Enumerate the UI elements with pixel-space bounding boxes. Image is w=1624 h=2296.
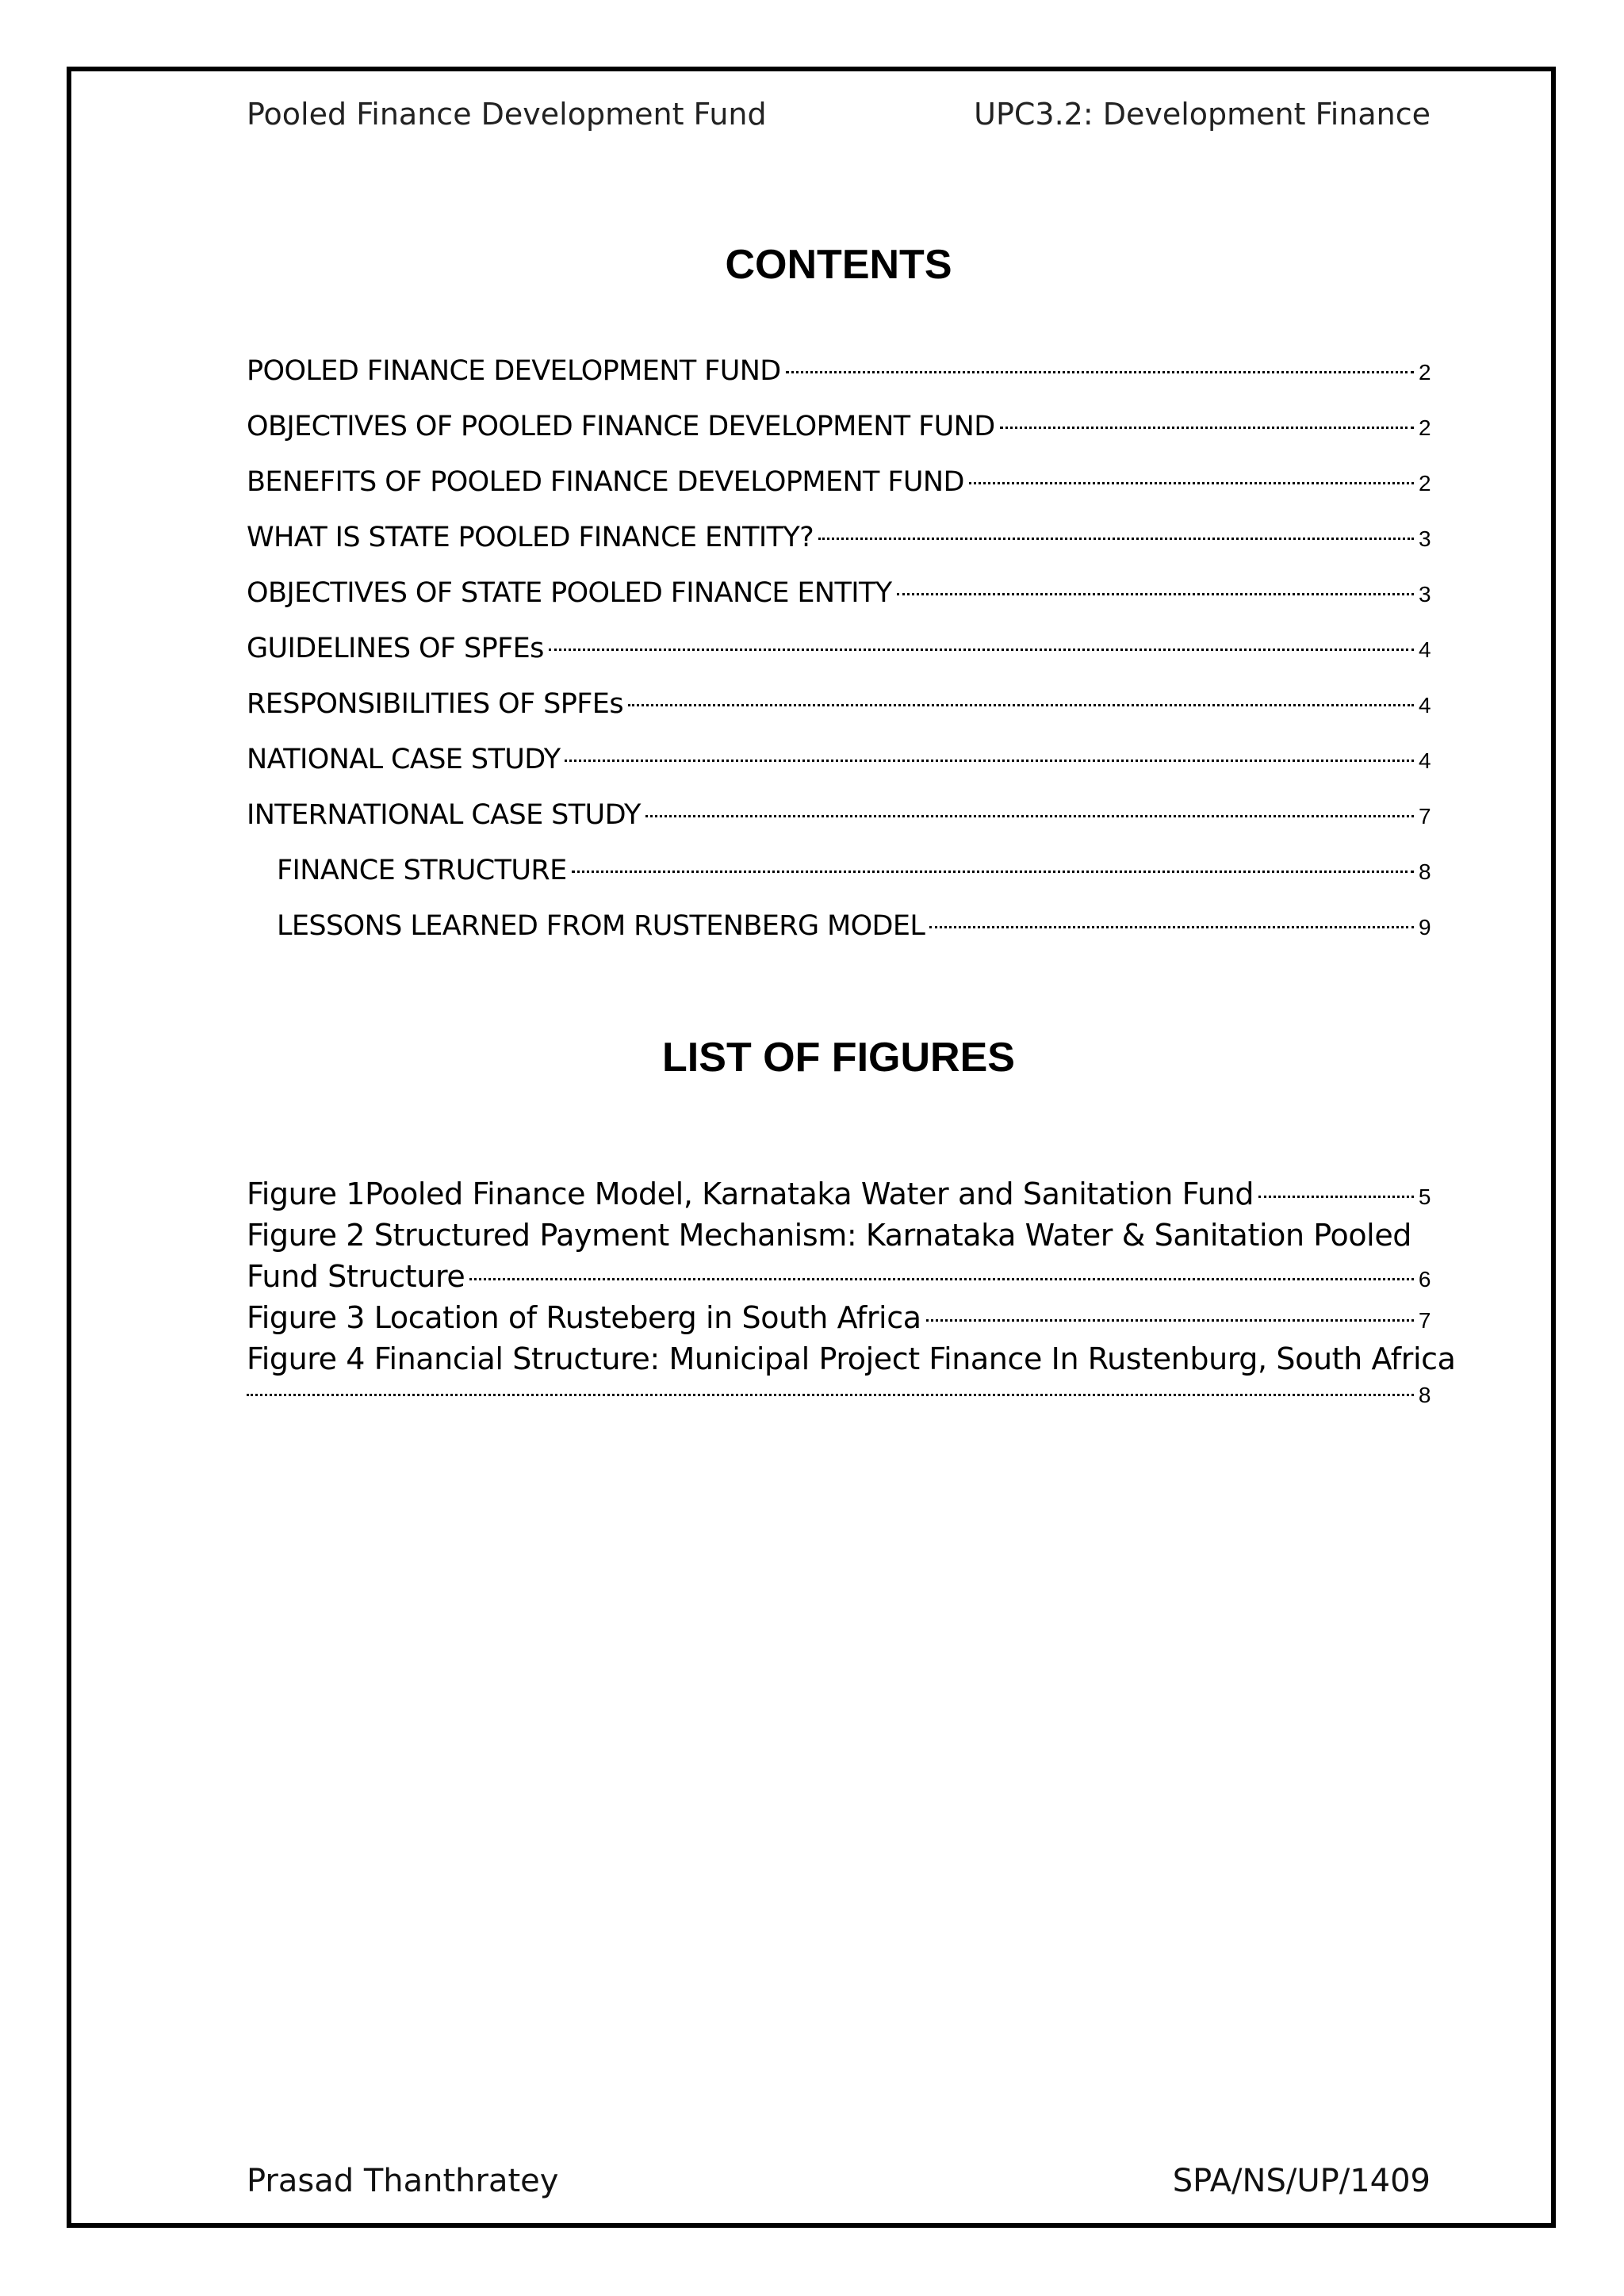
contents-title: CONTENTS: [725, 242, 952, 288]
toc-entry[interactable]: [247, 688, 1431, 744]
toc-entry-page: 2: [1419, 360, 1431, 385]
toc-entry-label: OBJECTIVES OF POOLED FINANCE DEVELOPMENT FUND: [247, 411, 995, 442]
footer-id: SPA/NS/UP/1409: [1172, 2163, 1431, 2199]
dot-leader: [897, 593, 1414, 595]
figure-entry-page: 8: [1418, 1383, 1431, 1407]
toc-entry[interactable]: [247, 355, 1431, 411]
toc-entry-page: 8: [1419, 859, 1431, 884]
dot-leader: [926, 1319, 1414, 1322]
figures-title: LIST OF FIGURES: [662, 1035, 1015, 1081]
toc-entry-label: LESSONS LEARNED FROM RUSTENBERG MODEL: [277, 910, 925, 942]
toc-entry-label: FINANCE STRUCTURE: [277, 855, 567, 886]
toc-entry-label: RESPONSIBILITIES OF SPFEs: [247, 688, 623, 720]
toc-entry-label: NATIONAL CASE STUDY: [247, 744, 561, 775]
toc-entry-page: 3: [1419, 582, 1431, 607]
figure-entry-label-continued: Fund Structure: [247, 1259, 465, 1294]
figure-entry[interactable]: [247, 1300, 1431, 1341]
toc-entry-label: POOLED FINANCE DEVELOPMENT FUND: [247, 355, 781, 387]
figure-entry[interactable]: [247, 1218, 1431, 1300]
toc-entry[interactable]: [247, 411, 1431, 466]
figure-entry[interactable]: [247, 1177, 1431, 1218]
toc-entry-page: 9: [1419, 915, 1431, 939]
toc-entry-page: 4: [1419, 637, 1431, 662]
dot-leader: [818, 538, 1414, 540]
toc-subentry[interactable]: [247, 910, 1431, 966]
footer-author: Prasad Thanthratey: [247, 2163, 559, 2199]
dot-leader: [786, 371, 1414, 373]
figure-entry-page: 6: [1418, 1267, 1431, 1292]
dot-leader: [969, 482, 1414, 484]
figures-list: [247, 1177, 1456, 1424]
dot-leader: [549, 649, 1414, 651]
dot-leader: [469, 1278, 1413, 1280]
toc-entry[interactable]: [247, 744, 1431, 799]
running-header: [247, 97, 1431, 132]
toc-entry[interactable]: [247, 522, 1431, 577]
toc-entry[interactable]: [247, 633, 1431, 688]
header-right: UPC3.2: Development Finance: [974, 97, 1431, 132]
dot-leader: [929, 926, 1414, 928]
toc-entry[interactable]: [247, 466, 1431, 522]
toc-entry[interactable]: [247, 577, 1431, 633]
toc-entry[interactable]: [247, 799, 1431, 855]
figure-entry-label: Figure 4 Financial Structure: Municipal Project Finance In Rustenburg, South Africa: [247, 1341, 1456, 1376]
header-left: Pooled Finance Development Fund: [247, 97, 767, 132]
toc-entry-label: INTERNATIONAL CASE STUDY: [247, 799, 641, 831]
toc-entry-label: OBJECTIVES OF STATE POOLED FINANCE ENTITY: [247, 577, 892, 609]
contents-list: [247, 355, 1431, 966]
figure-entry[interactable]: [247, 1341, 1456, 1424]
dot-leader: [645, 815, 1414, 817]
figure-entry-label: Figure 3 Location of Rusteberg in South Africa: [247, 1300, 921, 1335]
toc-entry-label: GUIDELINES OF SPFEs: [247, 633, 544, 664]
figure-entry-page: 7: [1418, 1308, 1431, 1333]
toc-entry-page: 4: [1419, 693, 1431, 718]
figure-entry-page: 5: [1418, 1184, 1431, 1209]
toc-entry-page: 3: [1419, 526, 1431, 551]
dot-leader: [1258, 1196, 1414, 1198]
toc-entry-page: 2: [1419, 415, 1431, 440]
toc-entry-label: BENEFITS OF POOLED FINANCE DEVELOPMENT FUND: [247, 466, 964, 498]
toc-entry-page: 2: [1419, 471, 1431, 496]
toc-entry-label: WHAT IS STATE POOLED FINANCE ENTITY?: [247, 522, 814, 553]
dot-leader: [565, 760, 1414, 762]
toc-entry-page: 4: [1419, 748, 1431, 773]
toc-entry-page: 7: [1419, 804, 1431, 828]
dot-leader: [572, 871, 1414, 873]
figure-entry-label: Figure 2 Structured Payment Mechanism: Karnataka Water & Sanitation Pooled: [247, 1218, 1412, 1253]
dot-leader: [628, 704, 1414, 706]
dot-leader: [247, 1394, 1414, 1396]
dot-leader: [1000, 427, 1414, 429]
toc-subentry[interactable]: [247, 855, 1431, 910]
figure-entry-label: Figure 1Pooled Finance Model, Karnataka Water and Sanitation Fund: [247, 1177, 1254, 1211]
running-footer: [247, 2163, 1431, 2199]
